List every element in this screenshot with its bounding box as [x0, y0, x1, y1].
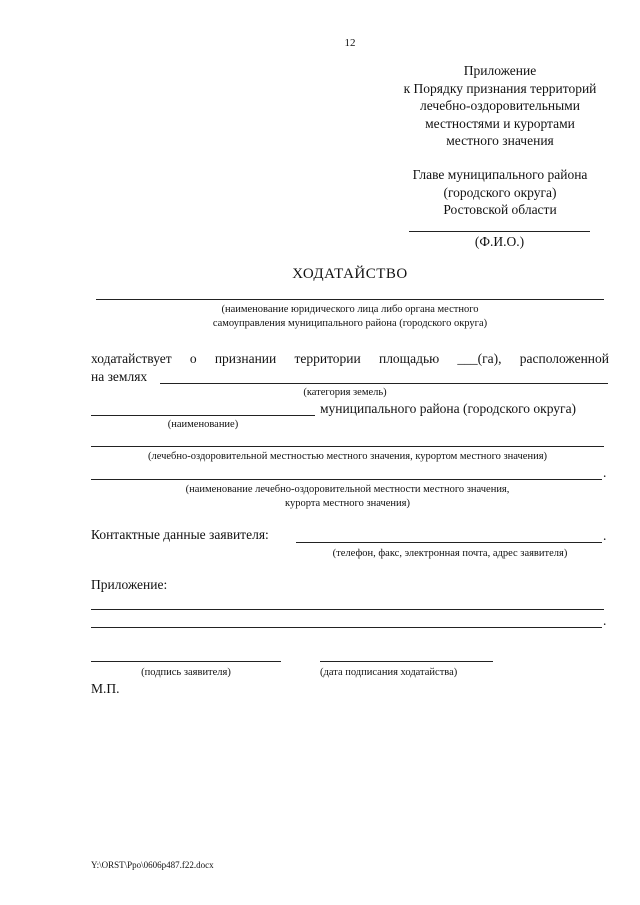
appendix-line: местностями и курортами: [425, 115, 575, 131]
appendix-line: местного значения: [446, 133, 554, 148]
period: .: [603, 528, 607, 543]
land-category-underline: [160, 383, 608, 384]
applicant-underline: [96, 299, 604, 300]
contacts-caption: (телефон, факс, электронная почта, адрес заявителя): [332, 548, 568, 559]
petition-line-1: ходатайствует о признании территории площадью ___(га), расположенной: [91, 351, 609, 366]
appendix-line: лечебно-оздоровительными: [420, 98, 580, 113]
district-label: муниципального района (городского округа): [320, 401, 577, 416]
addressee-line: Ростовской области: [443, 202, 557, 217]
appendix-line: к Порядку признания территорий: [403, 80, 597, 96]
appendix-line: Приложение: [463, 63, 537, 78]
fio-caption: (Ф.И.О.): [474, 234, 525, 249]
date-caption: (дата подписания ходатайства): [320, 667, 458, 678]
date-underline: [320, 661, 493, 662]
applicant-caption: [96, 303, 604, 331]
addressee-block: [370, 166, 630, 219]
name-underline: [91, 415, 315, 416]
caption-line: (наименование юридического лица либо органа местного: [221, 304, 479, 315]
lands-label: на землях: [91, 369, 148, 384]
land-category-caption: (категория земель): [303, 387, 387, 398]
attachment-underline-2: [91, 627, 602, 628]
attachment-label: Приложение:: [91, 577, 168, 592]
period: .: [603, 465, 607, 480]
caption-line: (наименование лечебно-оздоровительной местности местного значения,: [185, 484, 510, 495]
contacts-underline: [296, 542, 602, 543]
health-area-caption: (лечебно-оздоровительной местностью местного значения, курортом местного значения): [147, 451, 548, 462]
contacts-label: Контактные данные заявителя:: [91, 527, 269, 542]
resort-name-underline: [91, 479, 602, 480]
resort-name-caption: [91, 483, 604, 511]
caption-line: самоуправления муниципального района (городского округа): [212, 318, 488, 329]
signature-caption: (подпись заявителя): [141, 667, 231, 678]
fio-underline: [409, 231, 590, 232]
health-area-underline: [91, 446, 604, 447]
addressee-line: (городского округа): [443, 184, 557, 200]
footer-file-path: Y:\ORST\Ppo\0606p487.f22.docx: [91, 860, 214, 870]
addressee-line: Главе муниципального района: [412, 167, 588, 182]
caption-line: курорта местного значения): [285, 498, 410, 509]
appendix-header: [370, 62, 630, 150]
page-number: 12: [344, 37, 356, 49]
document-title: ХОДАТАЙСТВО: [292, 266, 408, 282]
period: .: [603, 613, 607, 628]
attachment-underline-1: [91, 609, 604, 610]
stamp-label: М.П.: [91, 681, 120, 696]
name-caption: (наименование): [167, 419, 239, 430]
signature-underline: [91, 661, 281, 662]
